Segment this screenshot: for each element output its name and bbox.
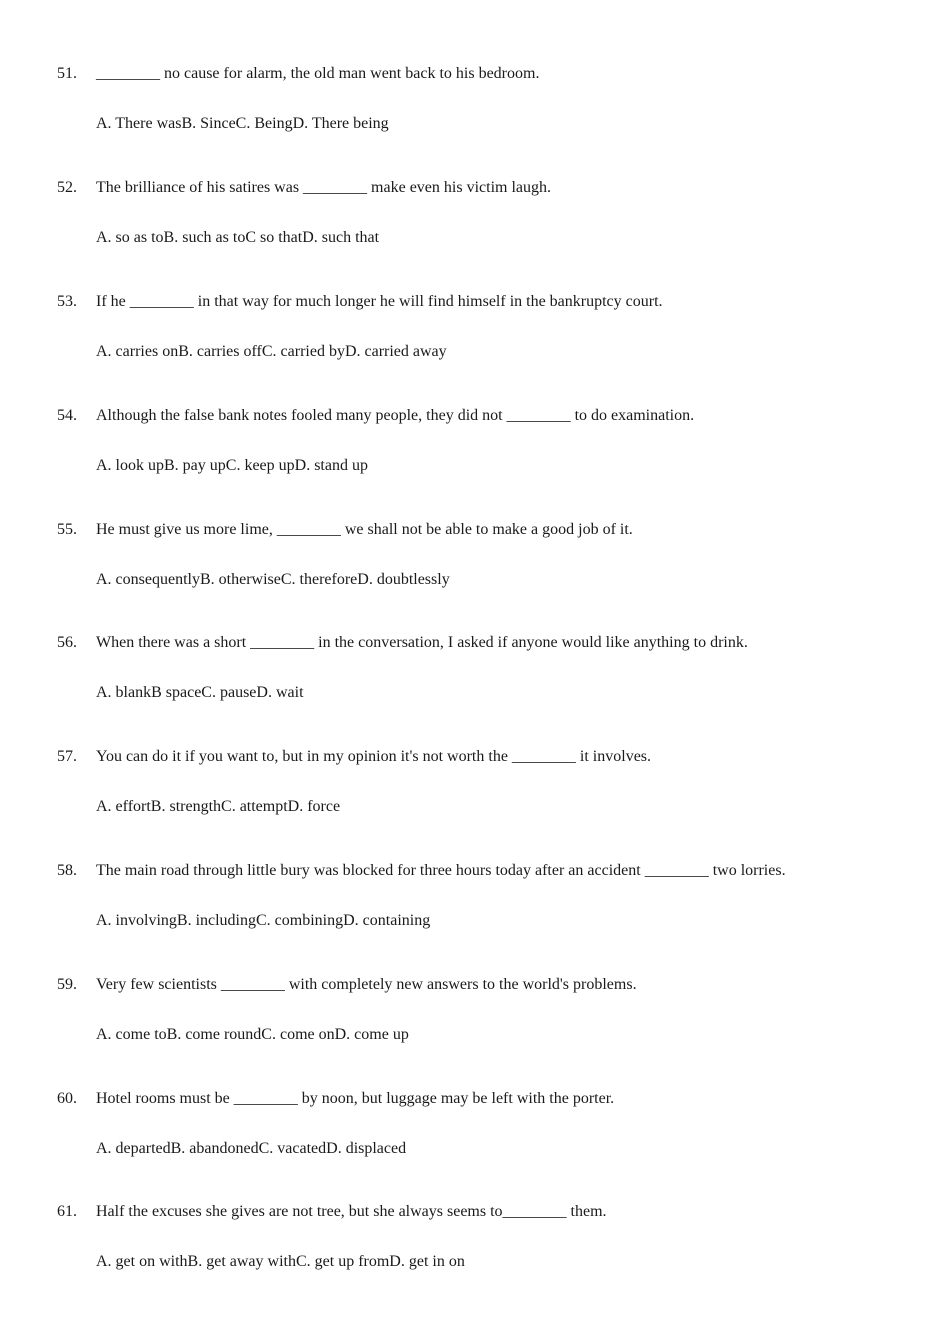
question-text: The main road through little bury was blocked for three hours today after an accident ________ two lorries.: [96, 862, 786, 879]
question-text: Although the false bank notes fooled many people, they did not ________ to do examination.: [96, 407, 695, 424]
question-51: [0, 64, 950, 178]
question-58: [0, 861, 950, 975]
question-53: [0, 292, 950, 406]
question-61: [0, 1202, 950, 1316]
question-number: 60.: [57, 1090, 77, 1107]
question-number: 52.: [57, 179, 77, 196]
question-options: A. consequentlyB. otherwiseC. thereforeD. doubtlessly: [96, 571, 450, 588]
question-options: A. come toB. come roundC. come onD. come up: [96, 1026, 409, 1043]
question-55: [0, 520, 950, 634]
question-text: He must give us more lime, ________ we shall not be able to make a good job of it.: [96, 521, 633, 538]
question-number: 59.: [57, 976, 77, 993]
question-number: 53.: [57, 293, 77, 310]
question-number: 54.: [57, 407, 77, 424]
question-options: A. effortB. strengthC. attemptD. force: [96, 798, 341, 815]
question-options: A. involvingB. includingC. combiningD. containing: [96, 912, 431, 929]
question-60: [0, 1089, 950, 1203]
question-options: A. There wasB. SinceC. BeingD. There being: [96, 115, 389, 132]
question-options: A. blankB spaceC. pauseD. wait: [96, 684, 304, 701]
question-options: A. so as toB. such as toC so thatD. such that: [96, 229, 380, 246]
question-text: The brilliance of his satires was ________ make even his victim laugh.: [96, 179, 551, 196]
question-options: A. get on withB. get away withC. get up fromD. get in on: [96, 1253, 465, 1270]
question-options: A. look upB. pay upC. keep upD. stand up: [96, 457, 368, 474]
question-text: Hotel rooms must be ________ by noon, but luggage may be left with the porter.: [96, 1090, 615, 1107]
question-text: Very few scientists ________ with completely new answers to the world's problems.: [96, 976, 637, 993]
question-number: 61.: [57, 1203, 77, 1220]
question-number: 57.: [57, 748, 77, 765]
question-59: [0, 975, 950, 1089]
question-text: When there was a short ________ in the conversation, I asked if anyone would like anything to drink.: [96, 634, 748, 651]
question-number: 58.: [57, 862, 77, 879]
question-number: 55.: [57, 521, 77, 538]
question-options: A. departedB. abandonedC. vacatedD. displaced: [96, 1140, 407, 1157]
question-52: [0, 178, 950, 292]
question-57: [0, 747, 950, 861]
question-number: 56.: [57, 634, 77, 651]
question-text: Half the excuses she gives are not tree, but she always seems to________ them.: [96, 1203, 607, 1220]
question-text: If he ________ in that way for much longer he will find himself in the bankruptcy court.: [96, 293, 663, 310]
question-text: You can do it if you want to, but in my opinion it's not worth the ________ it involves.: [96, 748, 652, 765]
question-options: A. carries onB. carries offC. carried byD. carried away: [96, 343, 447, 360]
question-text: ________ no cause for alarm, the old man went back to his bedroom.: [96, 65, 540, 82]
question-54: [0, 406, 950, 520]
question-56: [0, 633, 950, 747]
question-number: 51.: [57, 65, 77, 82]
